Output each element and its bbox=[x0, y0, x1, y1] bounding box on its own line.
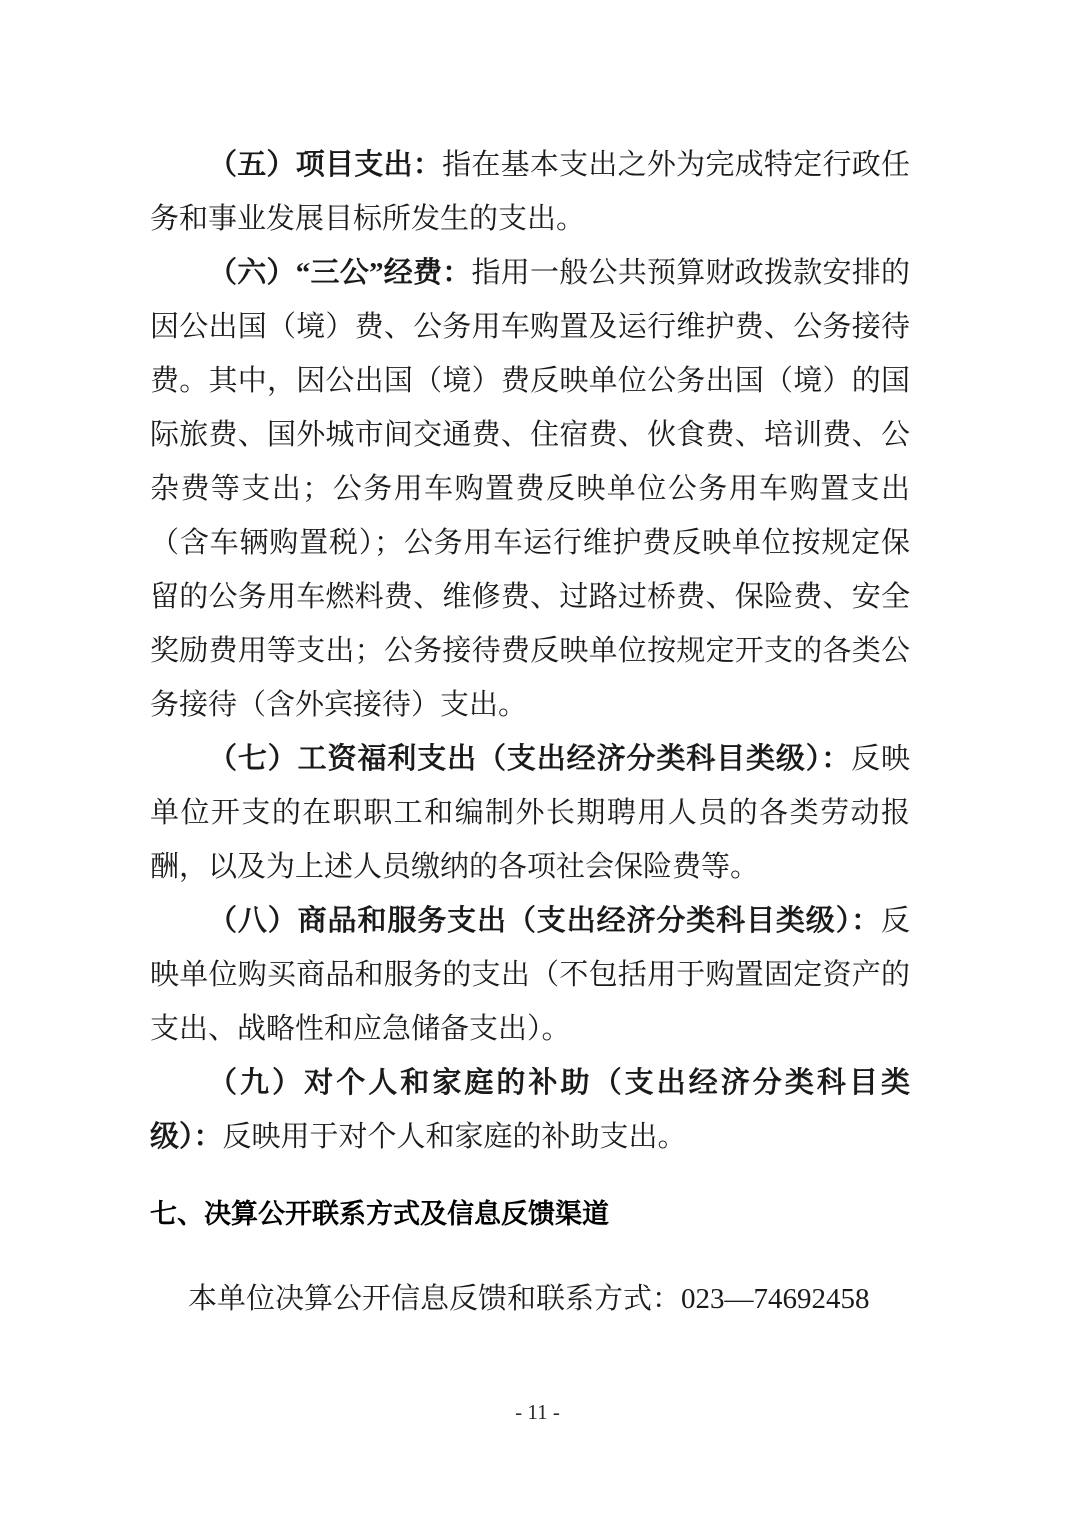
term-definition-item-8: 反映单位购买商品和服务的支出（不包括用于购置固定资产的支出、战略性和应急储备支出）。 bbox=[150, 905, 910, 1045]
term-lead-item-6: （六）“三公”经费： bbox=[208, 257, 472, 289]
term-lead-item-7: （七）工资福利支出（支出经济分类科目类级）： bbox=[208, 743, 852, 775]
term-lead-item-5: （五）项目支出： bbox=[208, 149, 443, 181]
definition-paragraph-item-8 bbox=[150, 894, 910, 1056]
definition-paragraph-item-7 bbox=[150, 732, 910, 894]
term-definition-item-9: 反映用于对个人和家庭的补助支出。 bbox=[222, 1121, 687, 1153]
page-number: - 11 - bbox=[515, 1400, 560, 1424]
term-definition-item-6: 指用一般公共预算财政拨款安排的因公出国（境）费、公务用车购置及运行维护费、公务接待费。其中，因公出国（境）费反映单位公务出国（境）的国际旅费、国外城市间交通费、住宿费、伙食费、培训费、公杂费等支出；公务用车购置费反映单位公务用车购置支出（含车辆购置税）；公务用车运行维护费反映单位按规定保留的公务用车燃料费、维修费、过路过桥费、保险费、安全奖励费用等支出；公务接待费反映单位按规定开支的各类公务接待（含外宾接待）支出。 bbox=[150, 257, 910, 721]
contact-info-line: 本单位决算公开信息反馈和联系方式：023—74692458 bbox=[188, 1283, 870, 1315]
definition-paragraph-item-5 bbox=[150, 138, 910, 246]
term-lead-item-9: （九）对个人和家庭的补助（支出经济分类科目类级）： bbox=[150, 1067, 910, 1153]
document-body bbox=[150, 138, 910, 1326]
definition-paragraph-item-6 bbox=[150, 246, 910, 732]
definition-paragraph-item-9 bbox=[150, 1056, 910, 1164]
term-definition-item-7: 反映单位开支的在职职工和编制外长期聘用人员的各类劳动报酬，以及为上述人员缴纳的各项社会保险费等。 bbox=[150, 743, 910, 883]
term-lead-item-8: （八）商品和服务支出（支出经济分类科目类级）： bbox=[208, 905, 881, 937]
section-heading: 七、决算公开联系方式及信息反馈渠道 bbox=[150, 1199, 609, 1229]
term-definition-item-5: 指在基本支出之外为完成特定行政任务和事业发展目标所发生的支出。 bbox=[150, 149, 910, 235]
